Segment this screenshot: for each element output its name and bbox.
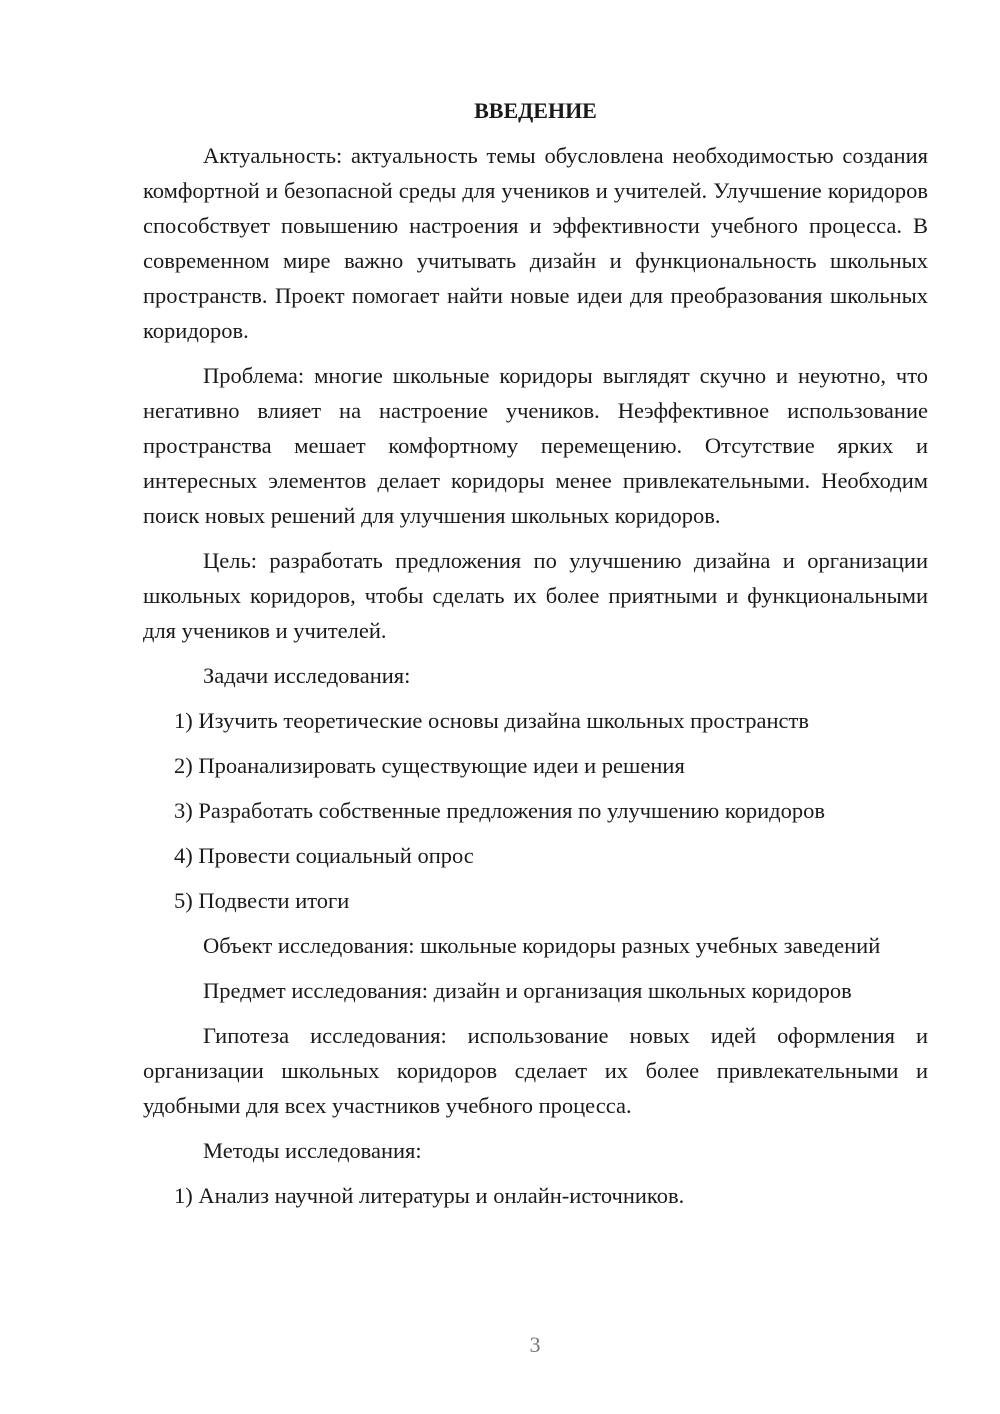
page-content [143,93,928,1223]
list-item: 2) Проанализировать существующие идеи и решения [174,753,685,778]
tasks-list [143,703,928,918]
list-item: 3) Разработать собственные предложения по улучшению коридоров [174,798,826,823]
list-item: 5) Подвести итоги [174,888,350,913]
methods-list [143,1178,928,1213]
list-item: 1) Изучить теоретические основы дизайна школьных пространств [174,708,809,733]
hypothesis-paragraph: Гипотеза исследования: использование новых идей оформления и организации школьных коридоров сделает их более привлекательными и удобными для всех участников учебного процесса. [143,1023,928,1118]
relevance-paragraph: Актуальность: актуальность темы обусловлена необходимостью создания комфортной и безопасной среды для учеников и учителей. Улучшение коридоров способствует повышению настроения и эффективности учебного процесса. В современном мире важно учитывать дизайн и функциональность школьных пространств. Проект помогает найти новые идеи для преобразования школьных коридоров. [143,143,928,343]
subject-paragraph: Предмет исследования: дизайн и организация школьных коридоров [203,978,852,1003]
methods-heading: Методы исследования: [203,1138,422,1163]
tasks-heading: Задачи исследования: [203,663,411,688]
object-paragraph: Объект исследования: школьные коридоры разных учебных заведений [203,933,881,958]
goal-paragraph: Цель: разработать предложения по улучшению дизайна и организации школьных коридоров, чтобы сделать их более приятными и функциональными для учеников и учителей. [143,548,928,643]
list-item: 4) Провести социальный опрос [174,843,474,868]
problem-paragraph: Проблема: многие школьные коридоры выглядят скучно и неуютно, что негативно влияет на настроение учеников. Неэффективное использование пространства мешает комфортному перемещению. Отсутствие ярких и интересных элементов делает коридоры менее привлекательными. Необходим поиск новых решений для улучшения школьных коридоров. [143,363,928,528]
list-item: 1) Анализ научной литературы и онлайн-источников. [174,1183,685,1208]
page-number: 3 [529,1332,541,1357]
document-title: ВВЕДЕНИЕ [474,98,597,123]
